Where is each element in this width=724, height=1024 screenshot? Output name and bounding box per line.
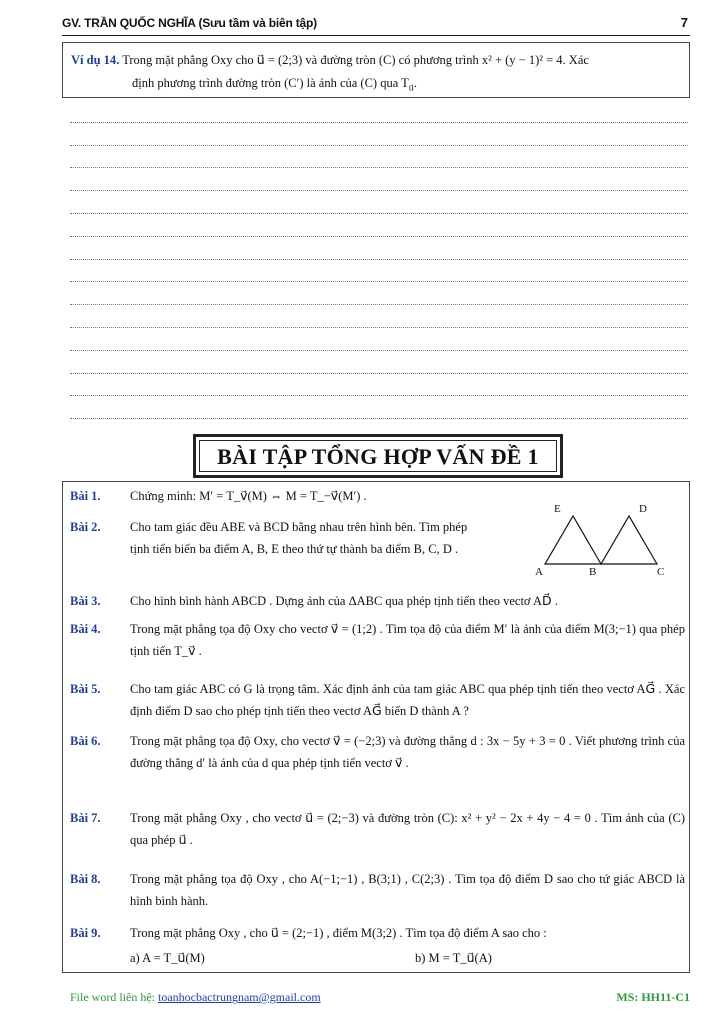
dotted-answer-line bbox=[70, 100, 688, 123]
example-subscript: u⃗ bbox=[408, 83, 414, 93]
footer-contact bbox=[70, 990, 321, 1005]
dotted-answer-line bbox=[70, 168, 688, 191]
example-label: Ví dụ 14. bbox=[71, 53, 120, 67]
exercise-label: Bài 8. bbox=[70, 872, 101, 886]
exercise-label: Bài 1. bbox=[70, 489, 101, 503]
exercise-text: Chứng minh: M′ = T_v⃗(M) ⇔ M = T_−v⃗(M′) . bbox=[130, 489, 367, 503]
dotted-answer-line bbox=[70, 328, 688, 351]
exercise-label: Bài 7. bbox=[70, 811, 101, 825]
exercise-label: Bài 5. bbox=[70, 682, 101, 696]
dotted-answer-line bbox=[70, 191, 688, 214]
exercise-text: Trong mặt phẳng Oxy , cho vectơ u⃗ = (2;−3) và đường tròn (C): x² + y² − 2x + 4y − 4 = 0 . Tìm ảnh của (C) qua phép u⃗ . bbox=[130, 811, 685, 847]
dotted-answer-line bbox=[70, 374, 688, 397]
exercise-9-option-a: a) A = T_u⃗(M) bbox=[130, 951, 205, 965]
dotted-answer-line bbox=[70, 305, 688, 328]
triangles-figure bbox=[523, 498, 673, 576]
exercise-text: Trong mặt phẳng tọa độ Oxy , cho A(−1;−1) , B(3;1) , C(2;3) . Tìm tọa độ điểm D sao cho tứ giác ABCD là hình bình hành. bbox=[130, 872, 685, 908]
example-text-2: định phương trình đường tròn (C′) là ảnh của (C) qua T bbox=[132, 76, 409, 90]
exercise-box bbox=[62, 481, 690, 973]
figure-label-e: E bbox=[554, 503, 561, 515]
section-banner bbox=[193, 434, 563, 478]
example-text-1: Trong mặt phẳng Oxy cho u⃗ = (2;3) và đường tròn (C) có phương trình x² + (y − 1)² = 4. Xác bbox=[122, 53, 589, 67]
dotted-answer-line bbox=[70, 396, 688, 419]
dotted-answer-line bbox=[70, 237, 688, 260]
exercise-text: Cho tam giác ABC có G là trọng tâm. Xác định ảnh của tam giác ABC qua phép tịnh tiến theo vectơ AG⃗ . Xác định điểm D sao cho phép tịnh tiến theo vectơ AG⃗ biến D thành A ? bbox=[130, 682, 685, 718]
figure-label-c: C bbox=[657, 566, 665, 576]
example-text-2-end: . bbox=[413, 76, 417, 90]
dotted-answer-line bbox=[70, 282, 688, 305]
answer-lines bbox=[70, 100, 688, 419]
banner-title: BÀI TẬP TỔNG HỢP VẤN ĐỀ 1 bbox=[199, 440, 557, 472]
dotted-answer-line bbox=[70, 123, 688, 146]
exercise-text: Trong mặt phẳng tọa độ Oxy cho vectơ v⃗ = (1;2) . Tìm tọa độ của điểm M′ là ảnh của điểm M(3;−1) qua phép tịnh tiến T_v⃗ . bbox=[130, 622, 685, 658]
dotted-answer-line bbox=[70, 351, 688, 374]
dotted-answer-line bbox=[70, 146, 688, 169]
footer-code: MS: HH11-C1 bbox=[616, 990, 690, 1004]
footer-email-link[interactable]: toanhocbactrungnam@gmail.com bbox=[157, 990, 321, 1004]
example-14-box bbox=[62, 42, 690, 98]
exercise-label: Bài 2. bbox=[70, 520, 101, 534]
exercise-text: Trong mặt phẳng Oxy , cho u⃗ = (2;−1) , điểm M(3;2) . Tìm tọa độ điểm A sao cho : bbox=[130, 926, 547, 940]
dotted-answer-line bbox=[70, 214, 688, 237]
exercise-label: Bài 9. bbox=[70, 926, 101, 940]
exercise-label: Bài 4. bbox=[70, 622, 101, 636]
dotted-answer-line bbox=[70, 260, 688, 283]
page-number: 7 bbox=[680, 15, 688, 30]
figure-label-b: B bbox=[589, 566, 597, 576]
exercise-text: Cho hình bình hành ABCD . Dựng ảnh của ΔABC qua phép tịnh tiến theo vectơ AD⃗ . bbox=[130, 594, 558, 608]
page-footer bbox=[62, 990, 690, 1010]
exercise-label: Bài 3. bbox=[70, 594, 101, 608]
figure-label-a: A bbox=[535, 566, 543, 576]
page-header bbox=[62, 14, 690, 36]
example-line-2 bbox=[71, 72, 681, 100]
exercise-text: Trong mặt phẳng tọa độ Oxy, cho vectơ v⃗ = (−2;3) và đường thẳng d : 3x − 5y + 3 = 0 . Viết phương trình của đường thẳng d′ là ảnh của d qua phép tịnh tiến vectơ v⃗ . bbox=[130, 734, 685, 770]
header-author: GV. TRẦN QUỐC NGHĨA (Sưu tầm và biên tập) bbox=[62, 16, 317, 30]
exercise-9-option-b: b) M = T_u⃗(A) bbox=[415, 951, 492, 965]
figure-label-d: D bbox=[639, 503, 647, 515]
footer-prefix: File word liên hệ: bbox=[70, 990, 158, 1004]
exercise-text: Cho tam giác đều ABE và BCD bằng nhau trên hình bên. Tìm phép tịnh tiến biến ba điểm A, B, E theo thứ tự thành ba điểm B, C, D . bbox=[130, 520, 468, 556]
exercise-label: Bài 6. bbox=[70, 734, 101, 748]
example-line-1 bbox=[71, 49, 681, 72]
